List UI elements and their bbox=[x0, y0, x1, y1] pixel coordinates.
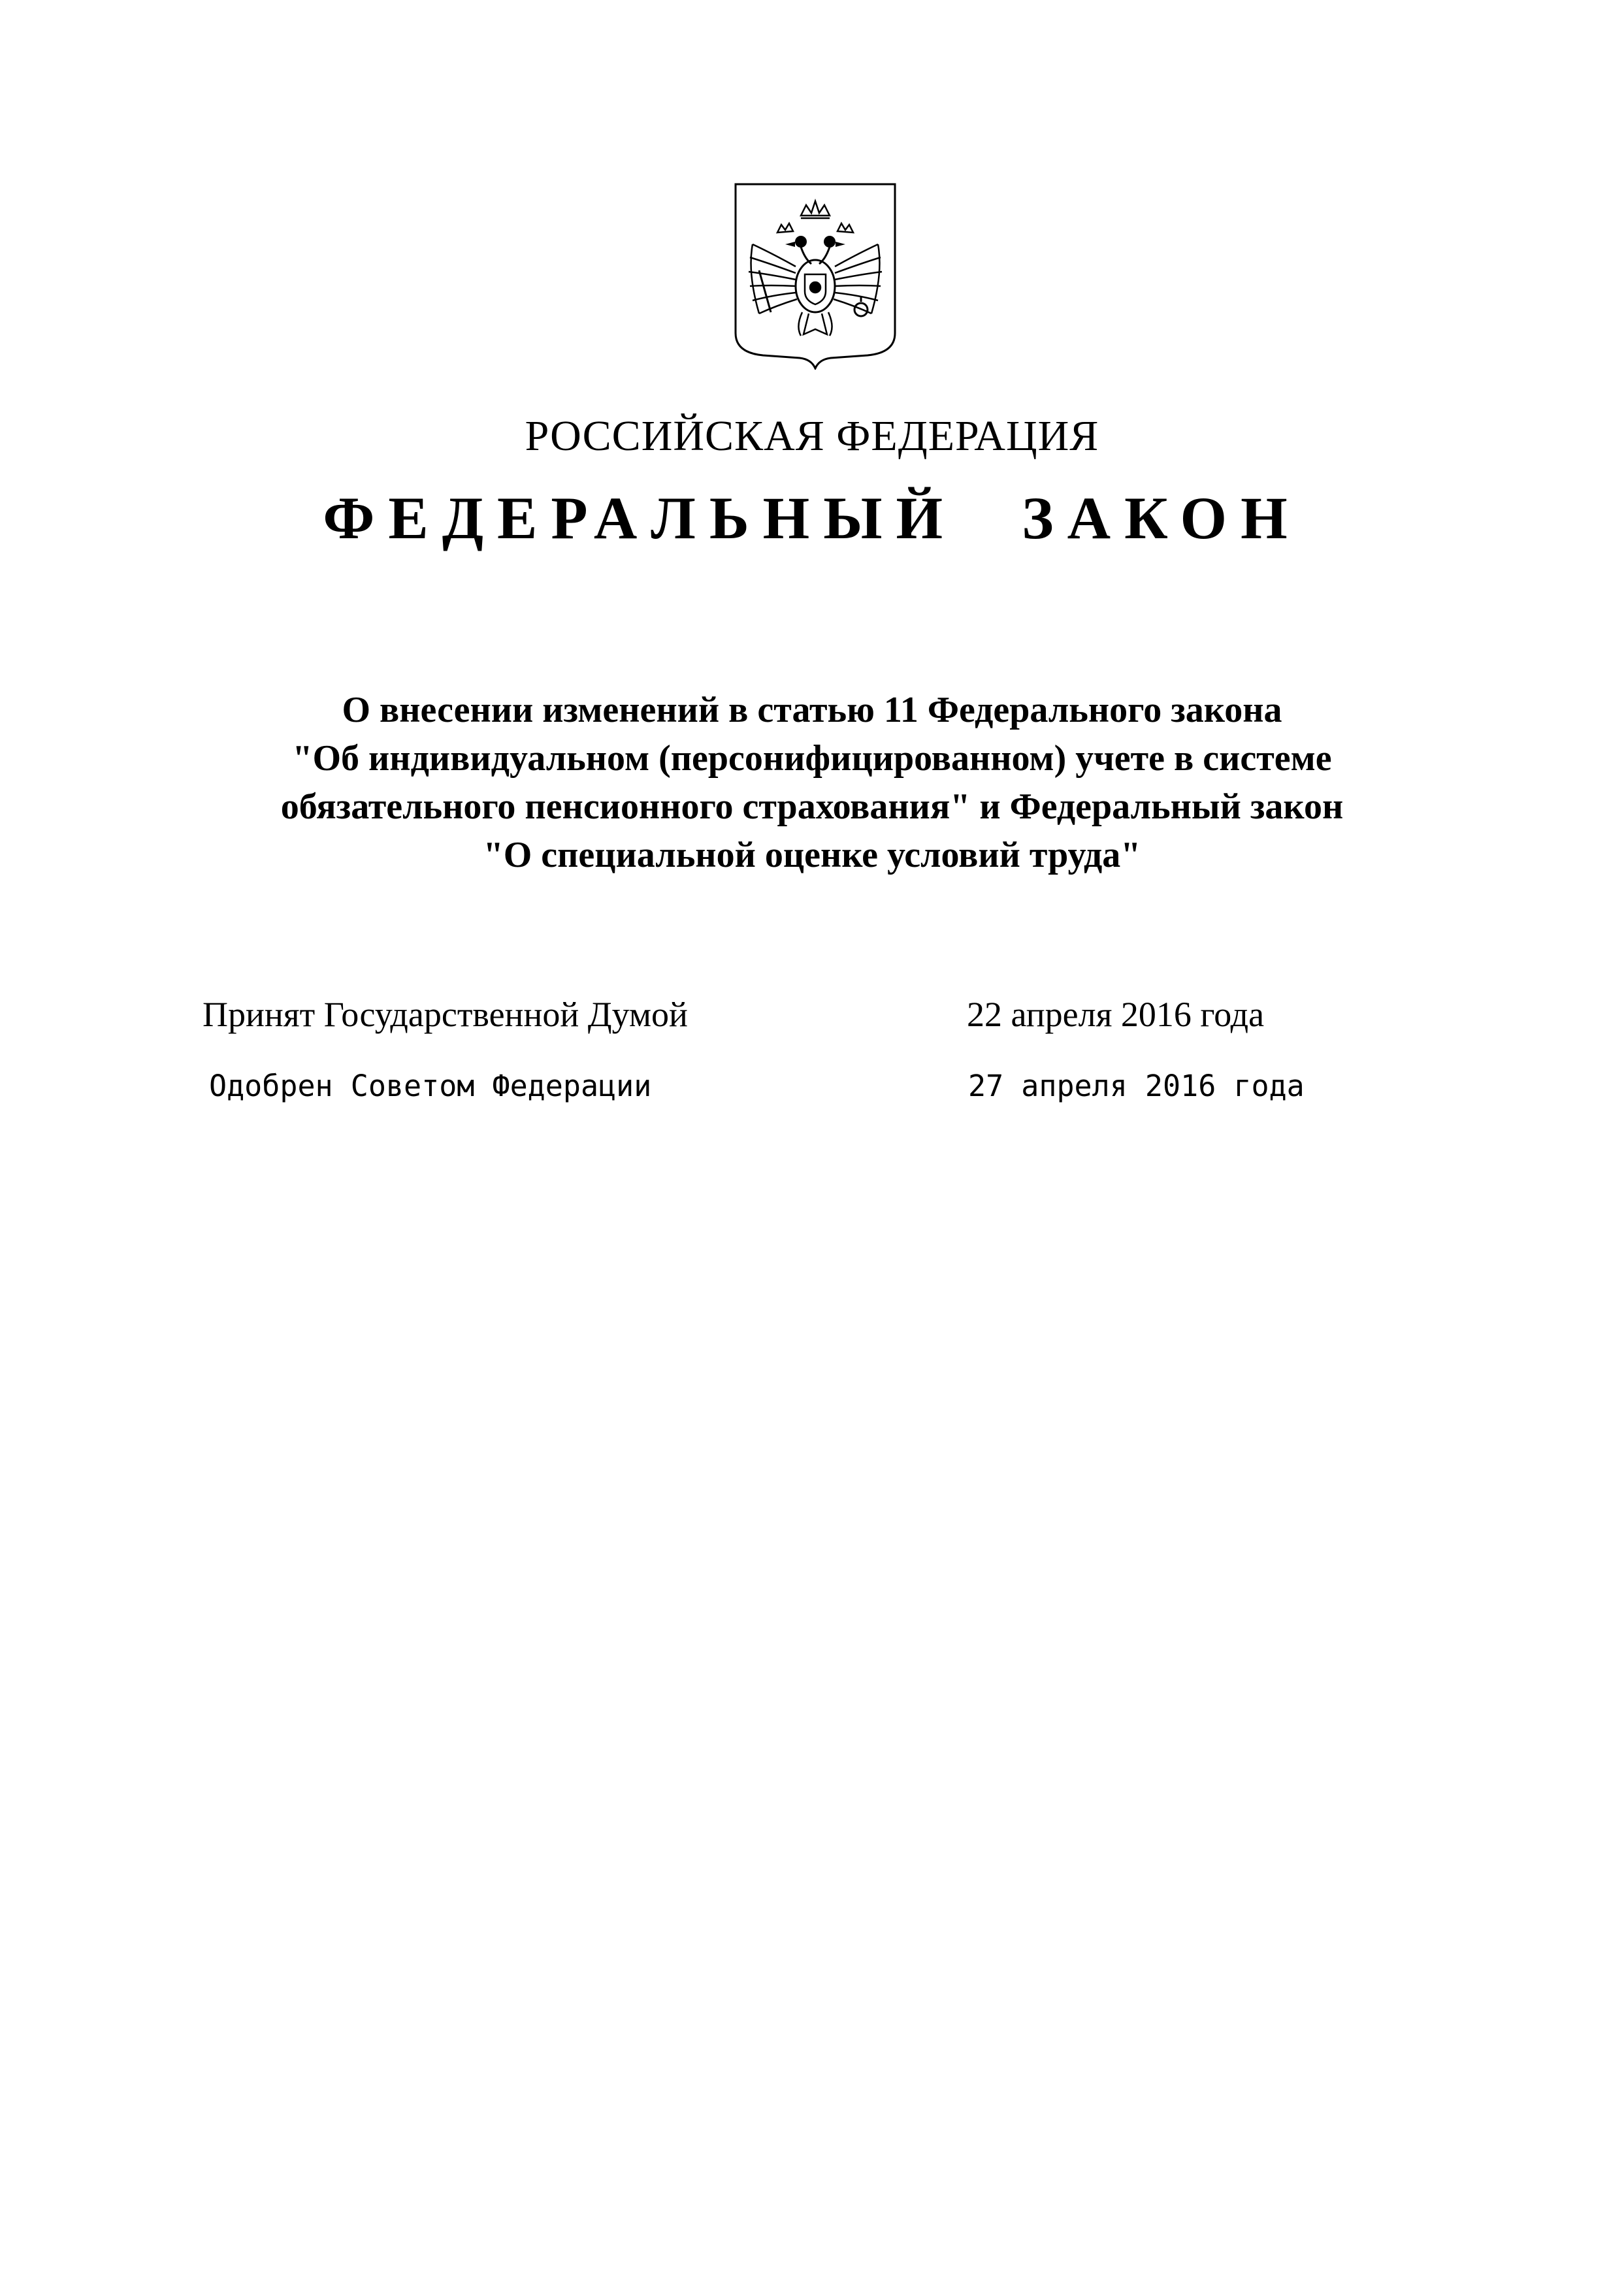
law-title-line: О внесении изменений в статью 11 Федерального закона bbox=[342, 690, 1282, 730]
law-title-line: обязательного пенсионного страхования" и Федеральный закон bbox=[280, 786, 1344, 827]
approved-label: Одобрен Советом Федерации bbox=[209, 1069, 652, 1103]
approved-date: 27 апреля 2016 года bbox=[968, 1069, 1305, 1103]
coat-of-arms-icon bbox=[733, 182, 898, 370]
law-title bbox=[0, 686, 1624, 879]
adopted-label: Принят Государственной Думой bbox=[203, 995, 688, 1034]
country-name: РОССИЙСКАЯ ФЕДЕРАЦИЯ bbox=[525, 412, 1099, 460]
law-title-line: "Об индивидуальном (персонифицированном) учете в системе bbox=[292, 738, 1332, 779]
adopted-date: 22 апреля 2016 года bbox=[967, 995, 1265, 1034]
law-title-line: "О специальной оценке условий труда" bbox=[483, 835, 1141, 875]
document-type: ФЕДЕРАЛЬНЫЙ ЗАКОН bbox=[323, 485, 1301, 551]
